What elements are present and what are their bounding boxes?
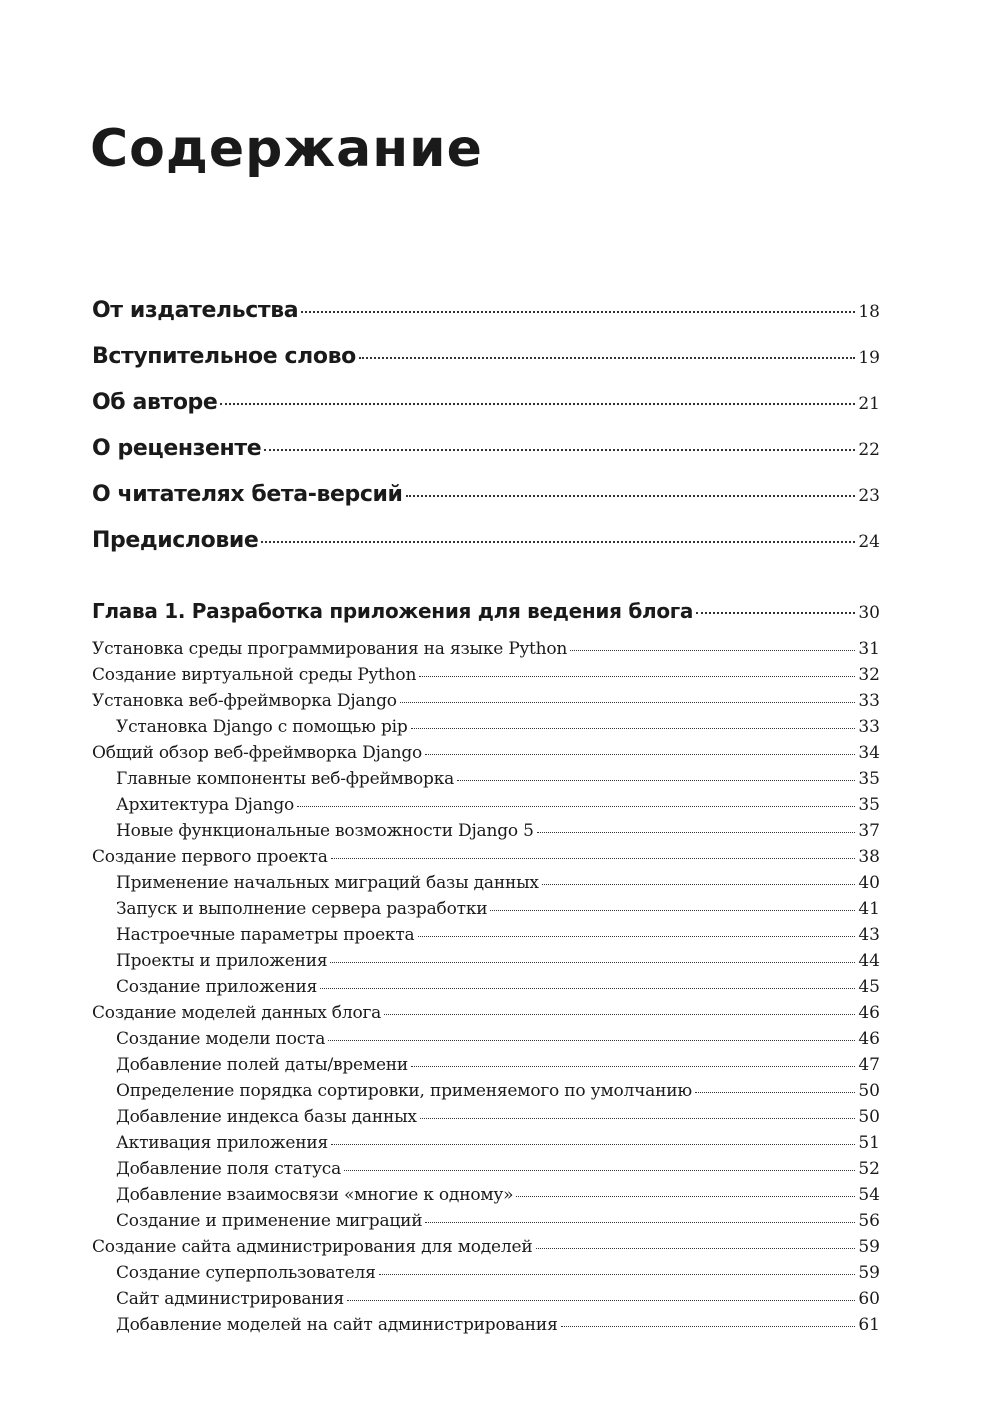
toc-section-item[interactable] (92, 665, 880, 685)
dot-leader (220, 403, 855, 405)
toc-subsection-item[interactable] (92, 717, 880, 737)
toc-entry-label: Главные компоненты веб-фреймворка (116, 769, 455, 789)
toc-front-item[interactable] (92, 528, 880, 553)
toc-section-item[interactable] (92, 1003, 880, 1023)
toc-subsection-item[interactable] (92, 1107, 880, 1127)
toc-entry-label: Установка среды программирования на языке Python (92, 639, 568, 659)
toc-page-number: 23 (858, 486, 880, 506)
toc-front-item[interactable] (92, 298, 880, 323)
toc-entry-label: Создание сайта администрирования для моделей (92, 1237, 533, 1257)
toc-page-number: 46 (858, 1029, 880, 1049)
toc-entry-label: Создание виртуальной среды Python (92, 665, 417, 685)
dot-leader (411, 728, 856, 729)
toc-entry-label: Настроечные параметры проекта (116, 925, 415, 945)
toc-entry-label: Архитектура Django (116, 795, 295, 815)
dot-leader (301, 311, 855, 313)
toc-page-number: 51 (858, 1133, 880, 1153)
toc-page-number: 61 (858, 1315, 880, 1335)
dot-leader (516, 1196, 855, 1197)
toc-subsection-item[interactable] (92, 795, 880, 815)
toc-page-number: 47 (858, 1055, 880, 1075)
dot-leader (420, 1118, 856, 1119)
toc-page-number: 33 (858, 691, 880, 711)
dot-leader (695, 1092, 855, 1093)
toc-entry-label: Запуск и выполнение сервера разработки (116, 899, 488, 919)
toc-subsection-item[interactable] (92, 873, 880, 893)
toc-subsection-item[interactable] (92, 1185, 880, 1205)
toc-page-number: 38 (858, 847, 880, 867)
toc-subsection-item[interactable] (92, 1133, 880, 1153)
toc-entry-label: Добавление полей даты/времени (116, 1055, 409, 1075)
toc-page-number: 37 (858, 821, 880, 841)
toc-front-item[interactable] (92, 344, 880, 369)
toc-entry-label: Добавление поля статуса (116, 1159, 341, 1179)
toc-subsection-item[interactable] (92, 821, 880, 841)
toc-page-number: 19 (858, 348, 880, 368)
page-title: Содержание (90, 119, 483, 179)
toc-entry-label: Новые функциональные возможности Django 5 (116, 821, 534, 841)
dot-leader (425, 1222, 855, 1223)
toc-entry-label: Создание и применение миграций (116, 1211, 423, 1231)
dot-leader (330, 962, 855, 963)
toc-front-item[interactable] (92, 482, 880, 507)
dot-leader (400, 702, 856, 703)
toc-page-number: 32 (858, 665, 880, 685)
toc-page-number: 31 (858, 639, 880, 659)
toc-page-number: 33 (858, 717, 880, 737)
dot-leader (419, 676, 855, 677)
dot-leader (359, 357, 856, 359)
toc-subsection-item[interactable] (92, 1055, 880, 1075)
dot-leader (261, 541, 855, 543)
dot-leader (328, 1040, 855, 1041)
toc-section-item[interactable] (92, 1237, 880, 1257)
toc-entry-label: Добавление индекса базы данных (116, 1107, 417, 1127)
toc-page-number: 52 (858, 1159, 880, 1179)
toc-page-number: 35 (858, 769, 880, 789)
dot-leader (379, 1274, 856, 1275)
toc-entry-label: Добавление взаимосвязи «многие к одному» (116, 1185, 514, 1205)
toc-page-number: 59 (858, 1263, 880, 1283)
toc-subsection-item[interactable] (92, 1081, 880, 1101)
dot-leader (411, 1066, 855, 1067)
toc-subsection-item[interactable] (92, 1159, 880, 1179)
toc-page-number: 18 (858, 302, 880, 322)
toc-section-item[interactable] (92, 639, 880, 659)
toc-entry-label: Установка веб-фреймворка Django (92, 691, 397, 711)
toc-entry-label: Добавление моделей на сайт администрирования (116, 1315, 558, 1335)
toc-entry-label: Об авторе (92, 390, 218, 415)
toc-page-number: 60 (858, 1289, 880, 1309)
dot-leader (696, 612, 855, 614)
toc-subsection-item[interactable] (92, 951, 880, 971)
toc-page-number: 35 (858, 795, 880, 815)
toc-page-number: 50 (858, 1081, 880, 1101)
dot-leader (457, 780, 855, 781)
dot-leader (425, 754, 855, 755)
toc-entry-label: Создание первого проекта (92, 847, 328, 867)
dot-leader (344, 1170, 855, 1171)
toc-entry-label: Создание модели поста (116, 1029, 326, 1049)
toc-subsection-item[interactable] (92, 1029, 880, 1049)
dot-leader (320, 988, 855, 989)
toc-subsection-item[interactable] (92, 1263, 880, 1283)
toc-entry-label: Применение начальных миграций базы данных (116, 873, 539, 893)
toc-page-number: 50 (858, 1107, 880, 1127)
dot-leader (384, 1014, 855, 1015)
toc-page-number: 56 (858, 1211, 880, 1231)
toc-entry-label: Создание суперпользователя (116, 1263, 376, 1283)
dot-leader (347, 1300, 855, 1301)
toc-front-item[interactable] (92, 390, 880, 415)
toc-subsection-item[interactable] (92, 1289, 880, 1309)
dot-leader (418, 936, 856, 937)
toc-entry-label: Сайт администрирования (116, 1289, 345, 1309)
dot-leader (264, 449, 855, 451)
toc-entry-label: Определение порядка сортировки, применяемого по умолчанию (116, 1081, 692, 1101)
dot-leader (331, 1144, 855, 1145)
dot-leader (561, 1326, 856, 1327)
toc-subsection-item[interactable] (92, 1315, 880, 1335)
toc-subsection-item[interactable] (92, 925, 880, 945)
toc-subsection-item[interactable] (92, 977, 880, 997)
toc-subsection-item[interactable] (92, 899, 880, 919)
toc-page-number: 46 (858, 1003, 880, 1023)
toc-page-number: 43 (858, 925, 880, 945)
toc-chapter-heading[interactable] (92, 599, 880, 623)
toc-entry-label: Создание приложения (116, 977, 318, 997)
toc-section-item[interactable] (92, 847, 880, 867)
toc-section-item[interactable] (92, 691, 880, 711)
toc-entry-label: О читателях бета-версий (92, 482, 403, 507)
toc-entry-label: Предисловие (92, 528, 259, 553)
toc-entry-label: Проекты и приложения (116, 951, 328, 971)
toc-page-number: 41 (858, 899, 880, 919)
toc-page-number: 30 (858, 603, 880, 623)
toc-entry-label: Создание моделей данных блога (92, 1003, 382, 1023)
toc-section-item[interactable] (92, 743, 880, 763)
toc-page-number: 24 (858, 532, 880, 552)
toc-entry-label: От издательства (92, 298, 299, 323)
dot-leader (537, 832, 856, 833)
toc-front-item[interactable] (92, 436, 880, 461)
toc-subsection-item[interactable] (92, 769, 880, 789)
dot-leader (570, 650, 855, 651)
toc-page-number: 40 (858, 873, 880, 893)
dot-leader (297, 806, 855, 807)
toc-entry-label: Активация приложения (116, 1133, 328, 1153)
toc-page-number: 54 (858, 1185, 880, 1205)
toc-page-number: 44 (858, 951, 880, 971)
toc-entry-label: О рецензенте (92, 436, 262, 461)
toc-entry-label: Общий обзор веб-фреймворка Django (92, 743, 423, 763)
dot-leader (536, 1248, 856, 1249)
toc-chapter-label: Глава 1. Разработка приложения для ведения блога (92, 599, 694, 623)
toc-entry-label: Вступительное слово (92, 344, 356, 369)
dot-leader (542, 884, 856, 885)
dot-leader (406, 495, 856, 497)
toc-page-number: 45 (858, 977, 880, 997)
dot-leader (490, 910, 855, 911)
toc-page-number: 22 (858, 440, 880, 460)
toc-page-number: 59 (858, 1237, 880, 1257)
toc-page-number: 21 (858, 394, 880, 414)
toc-page-number: 34 (858, 743, 880, 763)
toc-entry-label: Установка Django с помощью pip (116, 717, 408, 737)
dot-leader (331, 858, 856, 859)
toc-subsection-item[interactable] (92, 1211, 880, 1231)
